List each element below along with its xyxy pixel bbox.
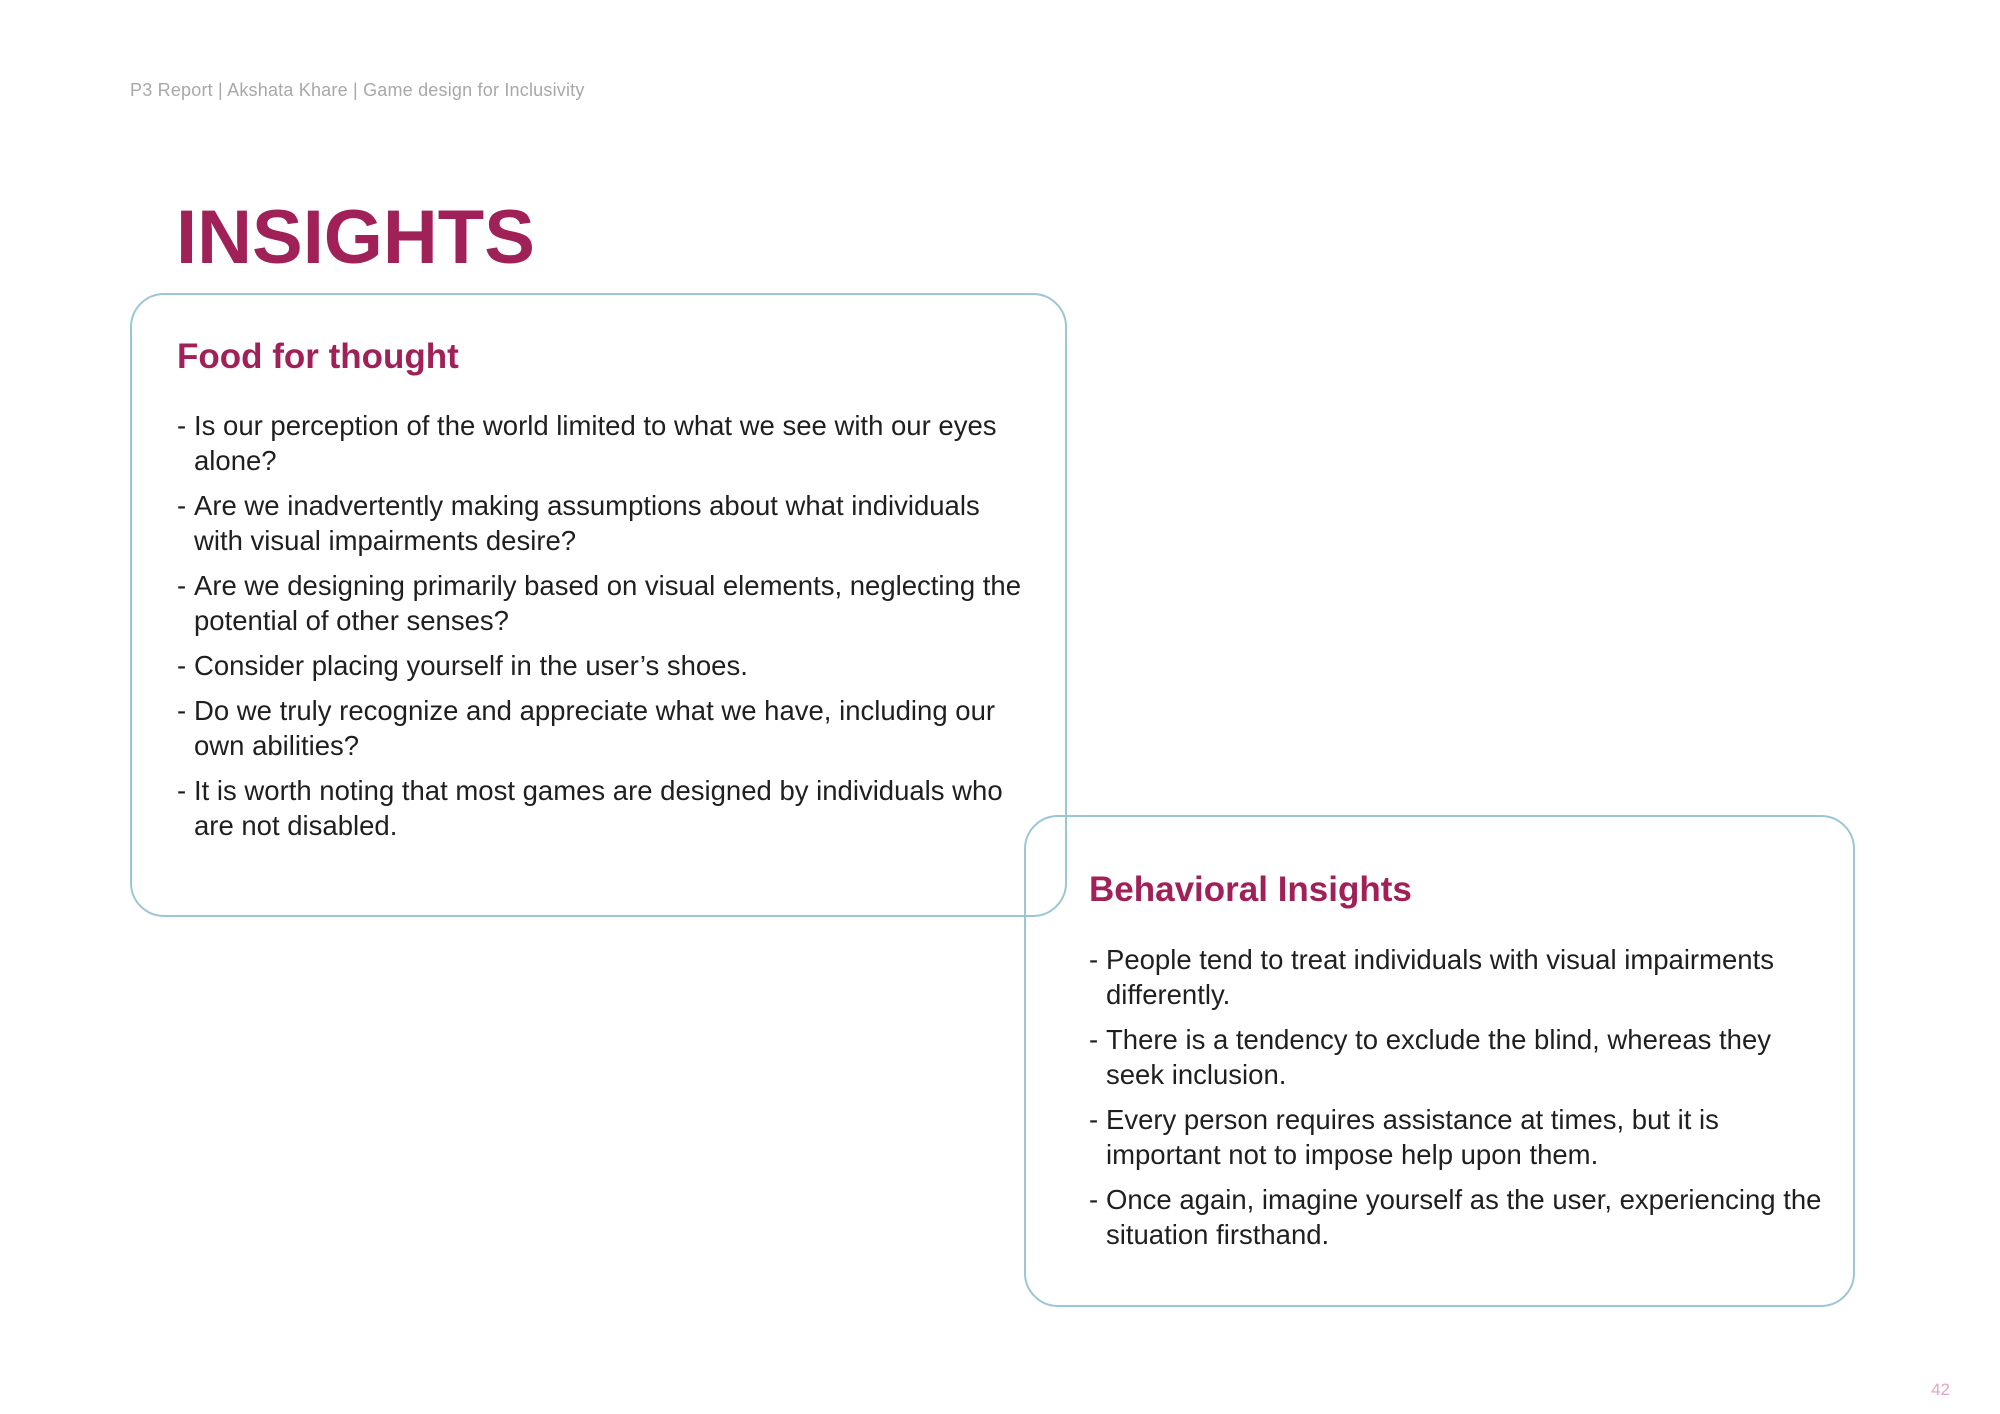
- dash-bullet-icon: -: [1089, 1024, 1099, 1055]
- list-item: [177, 408, 1027, 478]
- list-item: [177, 693, 1027, 763]
- list-item: [1089, 1022, 1834, 1092]
- list-item: [1089, 1182, 1834, 1252]
- list-item: [177, 648, 1027, 683]
- list-item-text: There is a tendency to exclude the blind, whereas they seek inclusion.: [1106, 1024, 1771, 1090]
- page-title: INSIGHTS: [176, 195, 535, 280]
- behavioral-insights-card: [1024, 815, 1855, 1307]
- list-item-text: Every person requires assistance at times, but it is important not to impose help upon them.: [1106, 1104, 1719, 1170]
- dash-bullet-icon: -: [177, 695, 187, 726]
- list-item-text: Are we inadvertently making assumptions about what individuals with visual impairments desire?: [194, 490, 980, 556]
- dash-bullet-icon: -: [177, 650, 187, 681]
- behavioral-insights-title: Behavioral Insights: [1089, 870, 1412, 909]
- dash-bullet-icon: -: [177, 490, 187, 521]
- list-item: [1089, 942, 1834, 1012]
- list-item: [177, 568, 1027, 638]
- behavioral-insights-list: [1089, 942, 1834, 1262]
- list-item-text: People tend to treat individuals with visual impairments differently.: [1106, 944, 1774, 1010]
- food-for-thought-list: [177, 408, 1027, 853]
- dash-bullet-icon: -: [177, 570, 187, 601]
- list-item-text: It is worth noting that most games are designed by individuals who are not disabled.: [194, 775, 1003, 841]
- page-number: 42: [1931, 1380, 1950, 1399]
- list-item: [177, 773, 1027, 843]
- list-item-text: Do we truly recognize and appreciate what we have, including our own abilities?: [194, 695, 996, 761]
- list-item: [177, 488, 1027, 558]
- food-for-thought-title: Food for thought: [177, 337, 459, 376]
- dash-bullet-icon: -: [177, 410, 187, 441]
- list-item: [1089, 1102, 1834, 1172]
- dash-bullet-icon: -: [1089, 1184, 1099, 1215]
- dash-bullet-icon: -: [1089, 944, 1099, 975]
- dash-bullet-icon: -: [177, 775, 187, 806]
- list-item-text: Are we designing primarily based on visual elements, neglecting the potential of other senses?: [194, 570, 1021, 636]
- list-item-text: Once again, imagine yourself as the user, experiencing the situation firsthand.: [1106, 1184, 1822, 1250]
- running-header: P3 Report | Akshata Khare | Game design for Inclusivity: [130, 80, 585, 100]
- food-for-thought-card: [130, 293, 1067, 917]
- list-item-text: Consider placing yourself in the user’s shoes.: [194, 650, 748, 681]
- list-item-text: Is our perception of the world limited to what we see with our eyes alone?: [194, 410, 997, 476]
- dash-bullet-icon: -: [1089, 1104, 1099, 1135]
